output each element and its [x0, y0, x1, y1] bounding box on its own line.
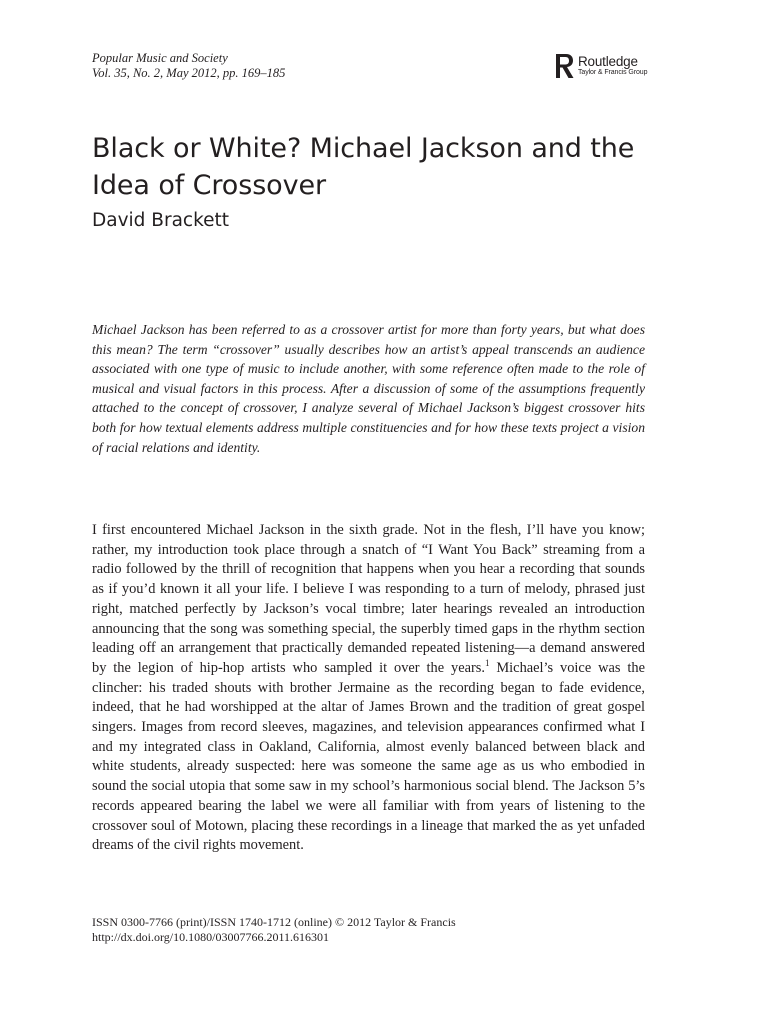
article-abstract: Michael Jackson has been referred to as a crossover artist for more than forty years, but what does this mean? The term “crossover” usually describes how an artist’s appeal transcends an audience associated with one type of music to include another, with some reference often made to the role of musical and visual factors in this process. After a discussion of some of the assumptions frequently attached to the concept of crossover, I analyze several of Michael Jackson’s biggest crossover hits both for how textual elements address multiple constituencies and for how these texts project a vision of racial relations and identity. — [92, 322, 645, 455]
issn-line: ISSN 0300-7766 (print)/ISSN 1740-1712 (online) © 2012 Taylor & Francis — [92, 915, 456, 929]
publisher-name: Routledge — [578, 54, 638, 69]
footnote-reference[interactable]: 1 — [484, 658, 490, 669]
publisher-logo — [556, 54, 647, 78]
body-text-part-2: Michael’s voice was the clincher: his traded shouts with brother Jermaine as the recording began to fade evidence, indeed, that he had worshipped at the altar of James Brown and the tradition of great gospel singers. Images from record sleeves, magazines, and television appearances confirmed what I and my integrated class in Oakland, California, almost evenly balanced between black and white students, already suspected: here was someone the same age as us who embodied in sound the social utopia that some saw in my school’s harmonious social blend. The Jackson 5’s records appeared bearing the label we were all familiar with from years of listening to the crossover soul of Motown, placing these recordings in a lineage that marked the as yet unfaded dreams of the civil rights movement. — [92, 659, 645, 854]
journal-citation: Vol. 35, No. 2, May 2012, pp. 169–185 — [92, 66, 286, 80]
article-body-paragraph — [92, 521, 645, 856]
journal-info — [92, 51, 285, 81]
page-footer — [92, 915, 456, 945]
journal-name: Popular Music and Society — [92, 51, 228, 65]
routledge-r-logo-icon — [556, 54, 574, 78]
article-title: Black or White? Michael Jackson and the Idea of Crossover — [92, 133, 635, 201]
article-author: David Brackett — [92, 210, 230, 231]
body-text-part-1: I first encountered Michael Jackson in the sixth grade. Not in the flesh, I’ll have you know; rather, my introduction took place through a snatch of “I Want You Back” streaming from a radio followed by the thrill of recognition that happens when you hear a recording that sounds as if you’d known it all your life. I believe I was responding to a turn of melody, phrased just right, matched perfectly by Jackson’s vocal timbre; later hearings revealed an introduction announcing that the song was something special, the superbly timed gaps in the rhythm section leading off an arrangement that practically demanded repeated listening—a demand answered by the legion of hip-hop artists who sampled it over the years. — [92, 522, 645, 676]
publisher-group: Taylor & Francis Group — [578, 69, 648, 76]
doi-link[interactable]: http://dx.doi.org/10.1080/03007766.2011.616301 — [92, 930, 330, 944]
